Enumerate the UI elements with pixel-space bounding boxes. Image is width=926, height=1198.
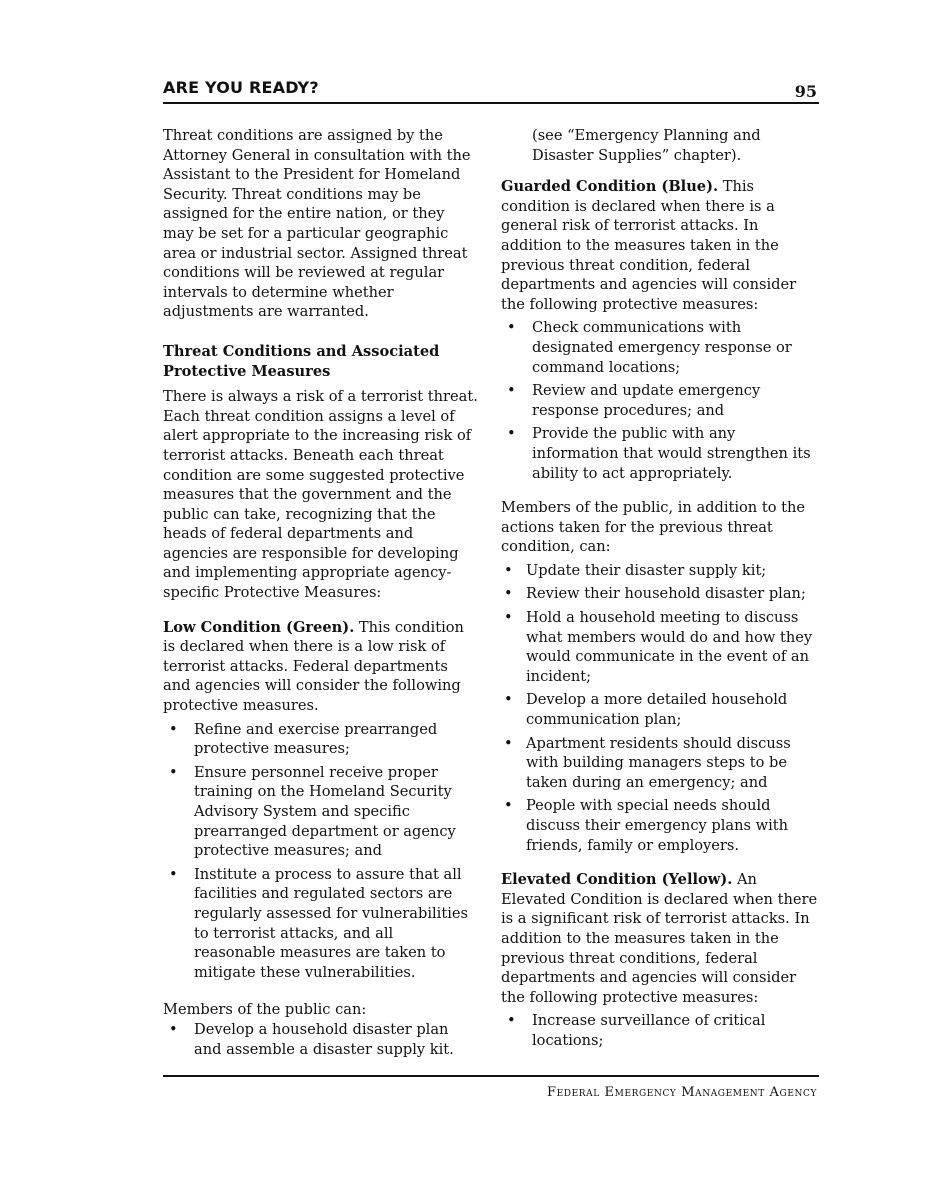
low-condition-label: Low Condition (Green). <box>163 618 355 636</box>
low-condition-paragraph <box>163 618 478 716</box>
list-item: • Develop a household disaster plan and assemble a disaster supply kit. <box>169 1020 454 1058</box>
bullet-icon: • <box>507 1012 516 1030</box>
low-measures-list <box>163 720 478 983</box>
list-item: • Apartment residents should discuss with building managers steps to be taken during an emergency; and <box>504 734 791 791</box>
public-measures-list <box>501 561 819 855</box>
list-item: • Refine and exercise prearranged protective measures; <box>169 720 438 758</box>
bullet-icon: • <box>169 720 178 738</box>
intro-paragraph: Threat conditions are assigned by the Attorney General in consultation with the Assistant to the President for Homeland Security. Threat conditions may be assigned for the entire nation, or they may be set for a particular geographic area or industrial sector. Assigned threat conditions will be reviewed at regular intervals to determine whether adjustments are warranted. <box>163 127 471 321</box>
low-condition-text: This condition is declared when there is a low risk of terrorist attacks. Federal departments and agencies will consider the following protective measures. <box>163 618 464 715</box>
bullet-icon: • <box>504 734 513 752</box>
running-title: ARE YOU READY? <box>163 78 319 97</box>
bullet-icon: • <box>507 425 516 443</box>
bullet-icon: • <box>169 865 178 883</box>
section-heading: Threat Conditions and Associated Protective Measures <box>163 342 440 380</box>
bullet-icon: • <box>504 609 513 627</box>
list-item: • Review and update emergency response procedures; and <box>507 382 761 419</box>
right-column <box>501 126 819 1066</box>
bullet-icon: • <box>504 561 513 579</box>
elevated-condition-label: Elevated Condition (Yellow). <box>501 871 733 889</box>
risk-paragraph: There is always a risk of a terrorist threat. Each threat condition assigns a level of alert appropriate to the increasing risk of terrorist attacks. Beneath each threat condition are some suggested protective measures that the government and the public can take, recognizing that the heads of federal departments and agencies are responsible for developing and implementing appropriate agency-specific Protective Measures: <box>163 388 478 602</box>
see-also-note: (see “Emergency Planning and Disaster Supplies” chapter). <box>532 127 761 164</box>
guarded-condition-text: This condition is declared when there is a general risk of terrorist attacks. In addition to the measures taken in the previous threat condition, federal departments and agencies will consider the following protective measures: <box>501 178 797 313</box>
list-item: • Ensure personnel receive proper training on the Homeland Security Advisory System and specific prearranged department or agency protective measures; and <box>169 763 456 860</box>
list-item: • Update their disaster supply kit; <box>504 561 767 579</box>
elevated-measures-list <box>501 1011 819 1050</box>
list-item: • Institute a process to assure that all facilities and regulated sectors are regularly assessed for vulnerabilities to terrorist attacks, and all reasonable measures are taken to mitigate these vulnerabilities. <box>169 865 468 981</box>
bullet-icon: • <box>504 585 513 603</box>
list-item: • Develop a more detailed household communication plan; <box>504 691 788 729</box>
bullet-icon: • <box>507 319 516 337</box>
agency-name: Federal Emergency Management Agency <box>547 1085 817 1100</box>
bullet-icon: • <box>169 1020 178 1038</box>
bullet-icon: • <box>504 797 513 815</box>
page-footer <box>163 1075 819 1107</box>
list-item: • People with special needs should discuss their emergency plans with friends, family or employers. <box>504 797 789 854</box>
public-measures-list <box>163 1020 478 1059</box>
public-intro: Members of the public can: <box>163 1001 367 1019</box>
list-item: • Review their household disaster plan; <box>504 585 806 603</box>
elevated-condition-paragraph <box>501 870 819 1007</box>
page-number: 95 <box>794 82 817 101</box>
public-intro: Members of the public, in addition to the actions taken for the previous threat condition, can: <box>501 499 806 556</box>
guarded-measures-list <box>501 318 819 483</box>
page-header <box>163 78 819 104</box>
bullet-icon: • <box>507 382 516 400</box>
elevated-condition-text: An Elevated Condition is declared when there is a significant risk of terrorist attacks. In addition to the measures taken in the previous threat conditions, federal departments and agencies will consider the following protective measures: <box>501 871 818 1006</box>
list-item: • Hold a household meeting to discuss what members would do and how they would communicate in the event of an incident; <box>504 609 813 685</box>
guarded-condition-paragraph <box>501 177 819 314</box>
bullet-icon: • <box>504 691 513 709</box>
list-item: • Check communications with designated emergency response or command locations; <box>507 319 792 376</box>
left-column <box>163 126 478 1074</box>
guarded-condition-label: Guarded Condition (Blue). <box>501 178 719 196</box>
list-item: • Provide the public with any information that would strengthen its ability to act appropriately. <box>507 425 811 482</box>
bullet-icon: • <box>169 763 178 781</box>
list-item: • Increase surveillance of critical locations; <box>507 1012 766 1049</box>
